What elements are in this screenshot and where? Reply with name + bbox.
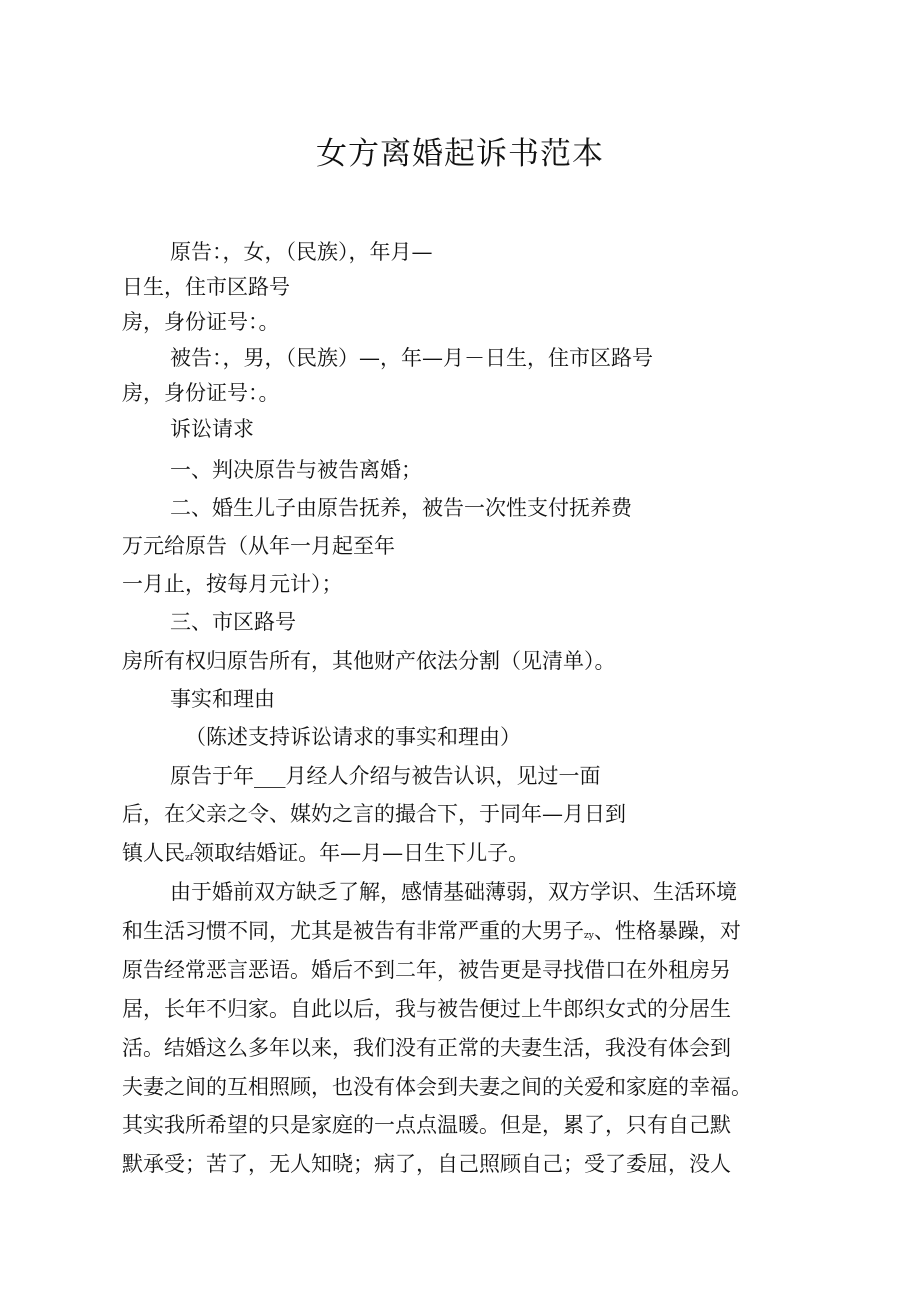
claim-2-line-2: 万元给原告（从年一月起至年 (122, 534, 395, 558)
claim-2-line-1: 二、婚生儿子由原告抚养，被告一次性支付抚养费 (170, 496, 632, 520)
facts-note: （陈述支持诉讼请求的事实和理由） (185, 725, 521, 749)
reason-line-3: 原告经常恶言恶语。婚后不到二年，被告更是寻找借口在外租房另 (122, 958, 731, 982)
facts-line-2: 后，在父亲之令、媒妁之言的撮合下，于同年—月日到 (122, 802, 626, 826)
plaintiff-line-3: 房，身份证号：。 (122, 310, 280, 334)
claim-2-line-3: 一月止，按每月元计）； (122, 572, 343, 596)
claim-3-line-1: 三、市区路号 (170, 610, 296, 634)
reason-line-8: 默承受；苦了，无人知晓；病了，自己照顾自己；受了委屈，没人 (122, 1152, 731, 1176)
facts-line-3-start: 镇人民 (122, 841, 185, 865)
reason-line-5: 活。结婚这么多年以来，我们没有正常的夫妻生活，我没有体会到 (122, 1036, 731, 1060)
reason-line-4: 居，长年不归家。自此以后，我与被告便过上牛郎织女式的分居生 (122, 997, 731, 1021)
reason-line-2 (122, 916, 741, 951)
defendant-line-2: 房，身份证号：。 (122, 381, 280, 405)
plaintiff-line-2: 日生，住市区路号 (122, 275, 290, 299)
reason-line-2-end: 、性格暴躁，对 (593, 919, 741, 943)
plaintiff-line-1: 原告：，女，（民族），年月— (170, 240, 433, 264)
section-heading-claims: 诉讼请求 (170, 417, 254, 441)
reason-line-1: 由于婚前双方缺乏了解，感情基础薄弱，双方学识、生活环境 (170, 880, 737, 904)
claim-3-line-2: 房所有权归原告所有，其他财产依法分割（见清单）。 (122, 649, 616, 673)
claim-1: 一、判决原告与被告离婚； (170, 458, 422, 482)
garbled-mark-zy: zy (584, 931, 594, 941)
defendant-line-1: 被告：，男，（民族）—，年—月－日生，住市区路号 (170, 346, 653, 370)
reason-line-6: 夫妻之间的互相照顾，也没有体会到夫妻之间的关爱和家庭的幸福。 (122, 1075, 752, 1099)
facts-line-3 (122, 838, 529, 873)
reason-line-2-start: 和生活习惯不同，尤其是被告有非常严重的大男子 (122, 919, 584, 943)
garbled-mark-zf: zf (185, 853, 194, 863)
facts-line-1: 原告于年___月经人介绍与被告认识，见过一面 (170, 764, 601, 788)
facts-line-3-end: 领取结婚证。年—月—日生下儿子。 (193, 841, 530, 865)
section-heading-facts: 事实和理由 (170, 687, 275, 711)
reason-line-7: 其实我所希望的只是家庭的一点点温暖。但是，累了，只有自己默 (122, 1113, 731, 1137)
document-title: 女方离婚起诉书范本 (316, 136, 604, 172)
